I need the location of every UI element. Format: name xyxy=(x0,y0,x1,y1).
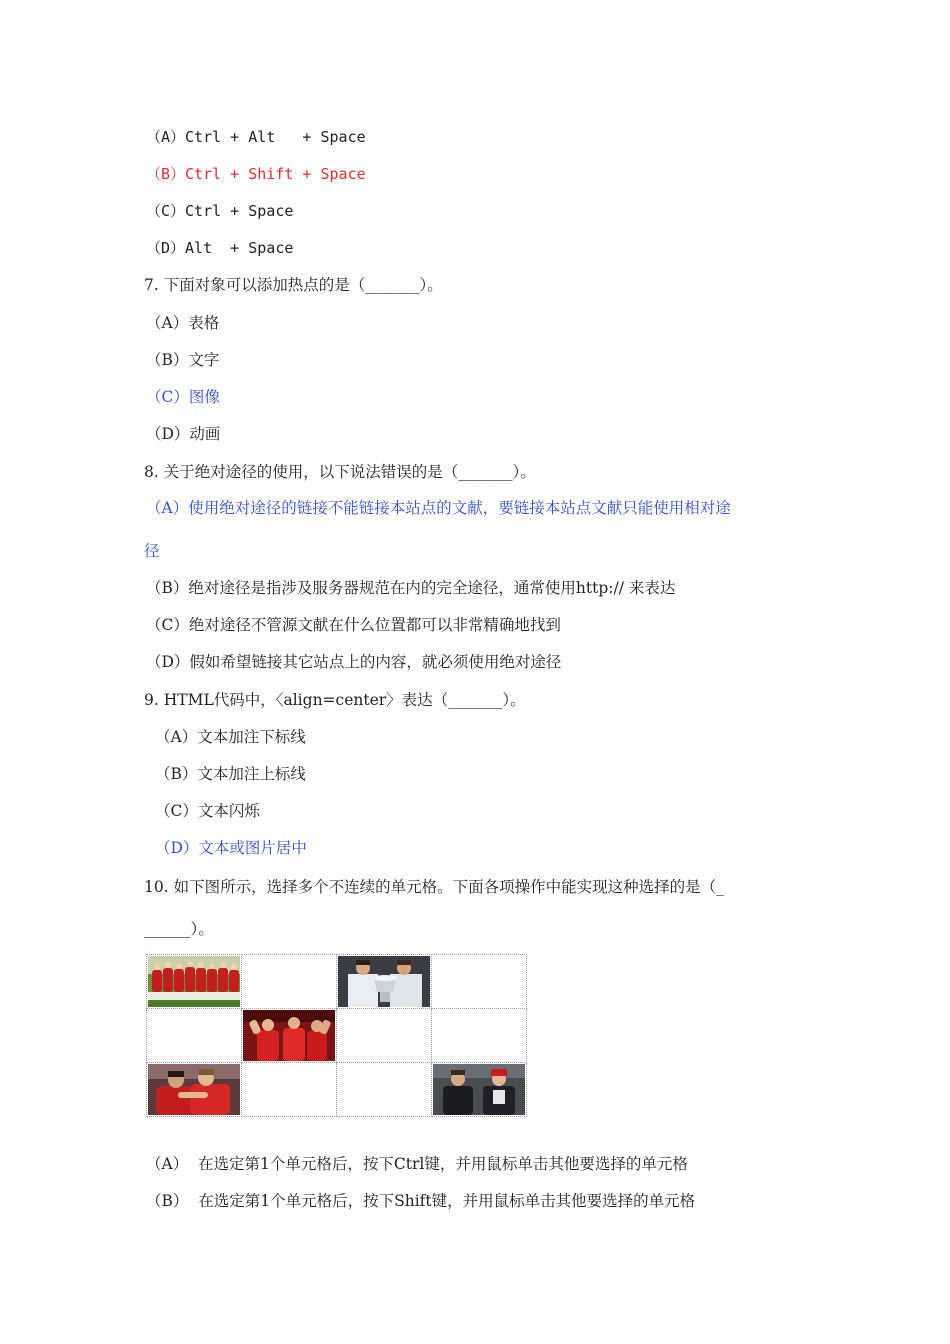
grid-cell-r3c1 xyxy=(147,1063,242,1117)
q7-option-a: （A）表格 xyxy=(146,314,220,332)
grid-cell-r1c3 xyxy=(337,955,432,1009)
q8-option-c: （C）绝对途径不管源文献在什么位置都可以非常精确地找到 xyxy=(146,616,561,634)
q8-option-d: （D）假如希望链接其它站点上的内容，就必须使用绝对途径 xyxy=(146,653,562,671)
q9-option-c: （C）文本闪烁 xyxy=(155,802,260,820)
q6-option-c: （C）Ctrl + Space xyxy=(146,202,294,220)
grid-cell-r1c1 xyxy=(147,955,242,1009)
grid-cell-r3c3 xyxy=(337,1063,432,1117)
q6-option-a: （A）Ctrl + Alt + Space xyxy=(146,128,366,146)
q10-option-a: （A） 在选定第1个单元格后，按下Ctrl键，并用鼠标单击其他要选择的单元格 xyxy=(146,1155,688,1173)
two-men-standing-photo xyxy=(433,1064,525,1115)
players-celebrating-photo xyxy=(243,1010,335,1061)
q6-option-d: （D）Alt + Space xyxy=(146,239,294,257)
grid-cell-r1c2 xyxy=(242,955,337,1009)
q7-question: 7. 下面对象可以添加热点的是（_______）。 xyxy=(144,276,443,294)
q8-question: 8. 关于绝对途径的使用，以下说法错误的是（_______）。 xyxy=(144,463,536,481)
q10-option-b: （B） 在选定第1个单元格后，按下Shift键，并用鼠标单击其他要选择的单元格 xyxy=(146,1192,696,1210)
q7-option-d: （D）动画 xyxy=(146,425,221,443)
grid-cell-r3c4 xyxy=(432,1063,527,1117)
q8-option-a: （A）使用绝对途径的链接不能链接本站点的文献，要链接本站点文献只能使用相对途 xyxy=(146,499,731,517)
q9-option-d: （D）文本或图片居中 xyxy=(155,839,307,857)
q9-question: 9. HTML代码中，〈align=center〉表达（_______）。 xyxy=(144,691,526,709)
grid-cell-r2c2 xyxy=(242,1009,337,1063)
q10-question-line1: 10. 如下图所示，选择多个不连续的单元格。下面各项操作中能实现这种选择的是（_ xyxy=(144,878,724,896)
q7-option-c: （C）图像 xyxy=(146,388,220,406)
q9-option-a: （A）文本加注下标线 xyxy=(155,728,306,746)
q8-option-a-continued: 径 xyxy=(144,542,160,560)
grid-cell-r3c2 xyxy=(242,1063,337,1117)
q6-option-b: （B）Ctrl + Shift + Space xyxy=(146,165,366,183)
q10-question-line2: ______）。 xyxy=(144,920,214,938)
trophy-celebration-photo xyxy=(338,956,430,1007)
q8-option-b: （B）绝对途径是指涉及服务器规范在内的完全途径，通常使用http:// 来表达 xyxy=(146,579,676,597)
players-hugging-photo xyxy=(148,1064,240,1115)
grid-cell-r2c3 xyxy=(337,1009,432,1063)
grid-cell-r1c4 xyxy=(432,955,527,1009)
team-lineup-photo xyxy=(148,956,240,1007)
grid-cell-r2c1 xyxy=(147,1009,242,1063)
grid-cell-r2c4 xyxy=(432,1009,527,1063)
selection-grid-figure xyxy=(146,954,527,1117)
q7-option-b: （B）文字 xyxy=(146,351,220,369)
q9-option-b: （B）文本加注上标线 xyxy=(155,765,306,783)
